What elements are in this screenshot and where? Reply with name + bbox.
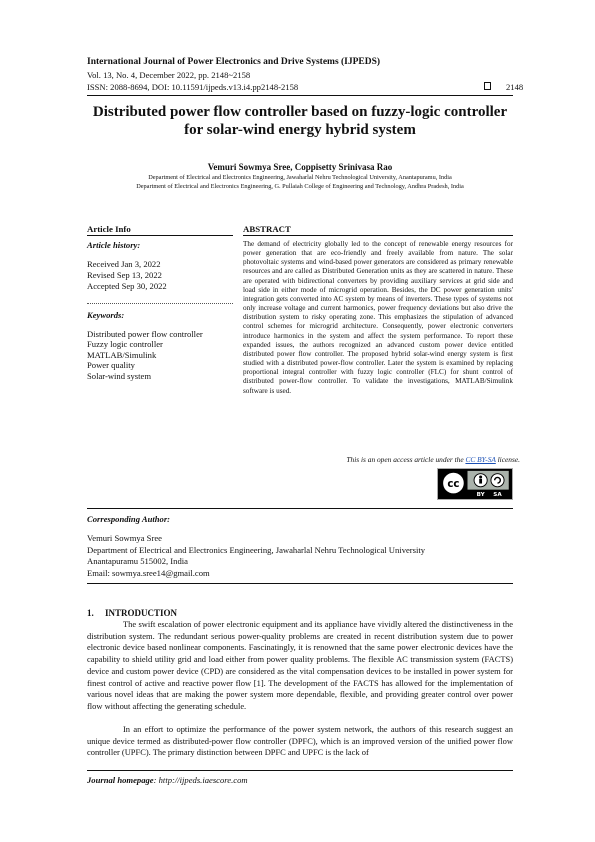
license-prefix: This is an open access article under the bbox=[346, 455, 466, 464]
keyword-item: Distributed power flow controller bbox=[87, 329, 203, 339]
revised-date: Revised Sep 13, 2022 bbox=[87, 270, 162, 280]
issn-doi: ISSN: 2088-8694, DOI: 10.11591/ijpeds.v13.i4.pp2148-2158 bbox=[87, 82, 299, 92]
author-city: Anantapuramu 515002, India bbox=[87, 556, 188, 566]
page-icon bbox=[484, 82, 491, 90]
intro-paragraph-2: In an effort to optimize the performance of the power system network, the authors of this research suggest an unique device termed as distributed-power flow controller (DPFC), which is an improved version of the unified power flow controller (UPFC). The primary distinction between DPFC and UPFC is the lack of bbox=[87, 724, 513, 758]
footer-divider bbox=[87, 770, 513, 771]
keywords-divider bbox=[87, 303, 233, 304]
abstract-text: The demand of electricity globally led to the concept of renewable energy resources for power generation that are eco-friendly and freely available from nature. The solar photovoltaic systems and wind-based power generators are considered as primary renewable resources and are called as Distributed Generation units as they are scattered in nature. These are operated with bidirectional converters by providing auxiliary services at grid side and load side in either mode of microgrid operation. Besides, the DC power generation units' integration gets converted into AC system by means of inverters. These types of systems not only increase voltage and current harmonics, power frequency deviations but also drive the distribution system to risky operating zone. This emphasizes the stipulation of advanced control schemes for microgrid architecture. Consequently, power electronic converters introduce harmonics in the system and affect the system performance. To report these expanded issues, the authors recognized an advanced custom power device entitled distributed power flow controller. The proposed hybrid solar-wind energy system is first studied with a distributed power-flow controller. Later the system is examined by replacing proportional integral controller with fuzzy logic controller (FLC) for shunt control of distributed power-flow controller. To validate the investigations, MATLAB/Simulink software is used. bbox=[243, 240, 513, 395]
received-date: Received Jan 3, 2022 bbox=[87, 259, 161, 269]
author-name: Vemuri Sowmya Sree bbox=[87, 533, 162, 543]
article-history-heading: Article history: bbox=[87, 240, 141, 250]
keywords-list bbox=[87, 329, 233, 381]
authors: Vemuri Sowmya Sree, Coppisetty Srinivasa Rao bbox=[207, 162, 393, 172]
cc-label: cc bbox=[447, 477, 460, 490]
by-label: BY bbox=[476, 492, 485, 499]
accepted-date: Accepted Sep 30, 2022 bbox=[87, 281, 167, 291]
abstract-divider bbox=[243, 235, 513, 236]
abstract-end-divider bbox=[87, 508, 513, 509]
page-number: 2148 bbox=[506, 82, 524, 92]
homepage-url[interactable]: : http://ijpeds.iaescore.com bbox=[153, 775, 248, 785]
sa-label: SA bbox=[493, 492, 502, 499]
intro-paragraph-1: The swift escalation of power electronic equipment and its appliance have vividly altered the distinctiveness in the distribution system. The redundant serious power-quality problems are created in recent distribution system due to power electronic device based nonlinear components. Fascinatingly, it is renowned that the same power electronic devices have the capability to shield utility grid and load either from power quality problems. The flexible AC transmission system (FACTS) device and custom power device (CPD) are considered as the vital compensation devices to be installed in power system for finest control of active and reactive power flow [1]. The development of the FACTS has allowed for the implementation of various novel ideas that are making the power system more dependable, flexible, and providing greater control over power flow without affecting the generating schedule. bbox=[87, 619, 513, 711]
header-divider bbox=[87, 95, 513, 96]
issue-info: Vol. 13, No. 4, December 2022, pp. 2148~2158 bbox=[87, 70, 251, 80]
section-heading: 1. INTRODUCTION bbox=[87, 608, 178, 618]
corresponding-author-heading: Corresponding Author: bbox=[87, 514, 171, 524]
keywords-heading: Keywords: bbox=[87, 310, 125, 320]
license-suffix: license. bbox=[495, 455, 520, 464]
journal-homepage bbox=[87, 775, 248, 785]
author-email: Email: sowmya.sree14@gmail.com bbox=[87, 567, 210, 578]
homepage-label: Journal homepage bbox=[87, 775, 154, 785]
journal-name: International Journal of Power Electronics and Drive Systems (IJPEDS) bbox=[87, 57, 381, 67]
keyword-item: Power quality bbox=[87, 360, 135, 371]
keyword-item: Fuzzy logic controller bbox=[87, 339, 163, 350]
corresponding-author-block bbox=[87, 533, 513, 579]
article-info-heading: Article Info bbox=[87, 224, 131, 234]
keyword-item: MATLAB/Simulink bbox=[87, 349, 157, 360]
corresponding-divider bbox=[87, 583, 513, 584]
license-statement bbox=[243, 455, 520, 464]
license-link[interactable]: CC BY-SA bbox=[465, 455, 496, 464]
affiliation-2: Department of Electrical and Electronics Engineering, G. Pullaiah College of Engineering and Technology, Andhra Pradesh, India bbox=[136, 183, 464, 190]
cc-by-sa-icon[interactable] bbox=[437, 468, 513, 500]
keyword-item: Solar-wind system bbox=[87, 370, 152, 381]
abstract-heading: ABSTRACT bbox=[243, 224, 291, 234]
author-department: Department of Electrical and Electronics Engineering, Jawaharlal Nehru Technological University bbox=[87, 544, 426, 555]
paper-title: Distributed power flow controller based on fuzzy-logic controller for solar-wind energy hybrid system bbox=[92, 104, 508, 138]
article-info-divider bbox=[87, 235, 233, 236]
affiliation-1: Department of Electrical and Electronics Engineering, Jawaharlal Nehru Technological University, Anantapuramu, India bbox=[148, 174, 452, 181]
